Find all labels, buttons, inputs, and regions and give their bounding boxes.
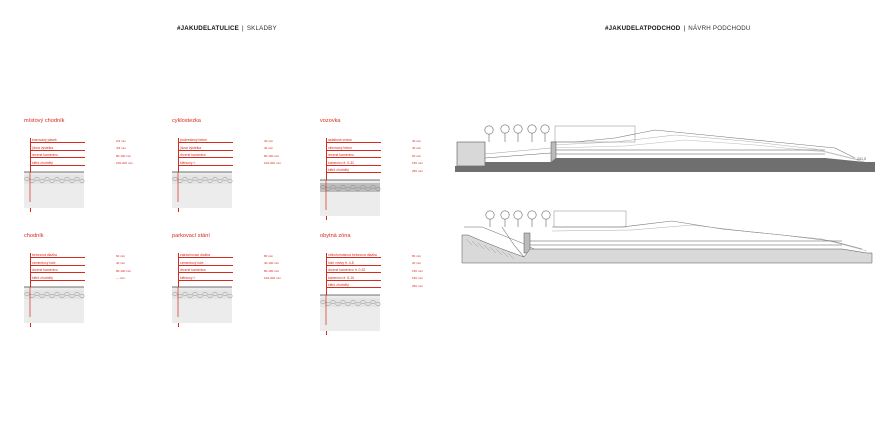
layer-thickness: 100-200 mm	[264, 161, 281, 166]
layer-leader	[178, 272, 230, 273]
layer-label: tvarovaný pásek	[32, 138, 57, 142]
trees-top	[485, 125, 549, 142]
layer-thickness: 40 mm	[264, 146, 274, 151]
layer-thickness: 60 mm	[116, 253, 126, 258]
dimension-leader	[378, 272, 381, 273]
layer-thickness: 60 mm	[412, 153, 422, 158]
layer-panel	[172, 118, 292, 228]
layer-leader	[30, 142, 82, 143]
layer-thickness: 40 mm	[116, 261, 126, 266]
soil-section-illustration	[24, 172, 84, 212]
dimension-leader	[378, 157, 381, 158]
layer-label: drcené kamenivo fr. 0-32	[328, 268, 366, 273]
layer-leader	[178, 150, 230, 151]
layer-label: kamenivo fr. 0-32	[328, 160, 355, 165]
layer-label: vibrovaný beton	[328, 145, 352, 150]
dimension-leader	[378, 265, 381, 266]
right-header-subtitle: NÁVRH PODCHODU	[688, 25, 751, 32]
right-header-separator: |	[683, 25, 686, 32]
layer-label: zatravňovací dlažba	[180, 253, 211, 257]
layer-panel	[172, 233, 292, 343]
layer-thickness: 4/3 mm	[116, 146, 127, 151]
trees-bottom	[486, 211, 550, 227]
dimension-leader	[230, 165, 233, 166]
layer-leader	[326, 142, 378, 143]
layer-thickness: 40 mm	[264, 138, 274, 143]
dimension-leader	[82, 280, 85, 281]
dimension-leader	[82, 157, 85, 158]
layer-thickness: 80 mm	[412, 253, 422, 258]
layer-label: drcené kamenivo	[328, 153, 354, 158]
dimension-leader	[378, 172, 381, 173]
dimension-leader	[230, 150, 233, 151]
left-header-separator: |	[242, 25, 244, 32]
layer-leader	[326, 265, 378, 266]
panel-title: chodník	[24, 233, 44, 239]
dimension-leader	[230, 142, 233, 143]
layer-leader	[326, 287, 378, 288]
layer-label: lože vrstvy fr. 4-8	[328, 260, 354, 265]
layer-panel	[24, 233, 144, 343]
dimension-leader	[378, 280, 381, 281]
layer-leader	[326, 150, 378, 151]
layer-label: cementový lože	[180, 260, 204, 265]
layer-label: štěrk zhutnělý	[32, 275, 53, 280]
layer-panel	[24, 118, 144, 228]
section-drawing-top	[455, 118, 875, 190]
layer-thickness: 80-100 mm	[116, 153, 132, 158]
soil-section-illustration	[172, 287, 232, 327]
dimension-leader	[230, 257, 233, 258]
layer-leader	[30, 257, 82, 258]
layer-leader	[326, 280, 378, 281]
layer-thickness: 150 mm	[412, 268, 423, 273]
right-header-tag: #JAKUDELATPODCHOD	[605, 25, 681, 32]
layer-thickness: 150 mm	[412, 161, 423, 166]
panel-title: parkovací stání	[172, 233, 210, 239]
layer-leader	[178, 265, 230, 266]
dimension-leader	[378, 287, 381, 288]
dimension-leader	[82, 142, 85, 143]
layer-thickness: 80-100 mm	[264, 268, 280, 273]
layer-leader	[30, 157, 82, 158]
layer-thickness: 150 mm	[412, 276, 423, 281]
layer-label: drcené kamenivo	[32, 153, 58, 158]
layer-thickness: 40 mm	[412, 138, 422, 143]
layer-leader	[178, 157, 230, 158]
layer-thickness: 40 mm	[412, 146, 422, 151]
layer-label: kamenivo fr. 8-16	[328, 275, 355, 280]
dimension-leader	[230, 272, 233, 273]
layer-panel	[320, 233, 440, 343]
dimension-leader	[82, 165, 85, 166]
layer-label: asfaltová vrstva	[328, 138, 352, 142]
layer-leader	[178, 142, 230, 143]
dimension-leader	[230, 280, 233, 281]
layer-leader	[326, 172, 378, 173]
layer-thickness: 100-200 mm	[264, 276, 281, 281]
layer-label: štěrk zhutnělý	[32, 160, 53, 165]
layer-panel	[320, 118, 440, 228]
dimension-leader	[378, 150, 381, 151]
layer-label: drcené kamenivo	[180, 268, 206, 273]
layer-leader	[326, 157, 378, 158]
layer-leader	[326, 272, 378, 273]
layer-leader	[30, 272, 82, 273]
dimension-leader	[82, 150, 85, 151]
layer-thickness: 250 mm	[412, 283, 423, 288]
layer-label: štěrk zhutnělý	[328, 168, 349, 173]
layer-label: drcené kamenivo	[32, 268, 58, 273]
layer-thickness: 80 mm	[264, 253, 274, 258]
layer-label: betonová dlažba	[32, 253, 57, 257]
layer-leader	[178, 165, 230, 166]
dimension-leader	[230, 157, 233, 158]
panel-title: vozovka	[320, 118, 341, 124]
layer-leader	[326, 257, 378, 258]
left-header-tag: #JAKUDELATULICE	[177, 25, 240, 32]
soil-section-illustration	[320, 180, 380, 220]
dimension-leader	[230, 265, 233, 266]
left-header	[177, 25, 277, 32]
layer-leader	[326, 165, 378, 166]
layer-leader	[30, 265, 82, 266]
dimension-leader	[378, 142, 381, 143]
soil-section-illustration	[172, 172, 232, 212]
layer-thickness: — mm	[116, 276, 125, 281]
layer-thickness: 250 mm	[412, 168, 423, 173]
layer-leader	[178, 280, 230, 281]
panel-title: místový chodník	[24, 118, 65, 124]
dimension-leader	[378, 257, 381, 258]
dimension-leader	[82, 272, 85, 273]
dimension-leader	[378, 165, 381, 166]
layer-label: jílová výstelka	[32, 145, 54, 150]
layer-label: štěrkový ř.	[180, 160, 196, 165]
layer-leader	[30, 150, 82, 151]
right-header	[605, 25, 751, 32]
layer-leader	[30, 165, 82, 166]
layer-thickness: 80-100 mm	[264, 153, 280, 158]
layer-label: velkoformátová betonová dlažba	[328, 253, 377, 257]
layer-label: drcené kamenivo	[180, 153, 206, 158]
soil-section-illustration	[24, 287, 84, 327]
layer-label: štěrk zhutnělý	[328, 283, 349, 288]
layer-leader	[30, 280, 82, 281]
dimension-leader	[82, 257, 85, 258]
layer-thickness: 2/3 mm	[116, 138, 127, 143]
dimension-leader	[82, 265, 85, 266]
section-drawing-bottom	[462, 205, 872, 275]
layer-label: jílová výstelka	[180, 145, 202, 150]
soil-section-illustration	[320, 295, 380, 335]
layer-thickness: 100-200 mm	[116, 161, 133, 166]
left-header-subtitle: SKLADBY	[246, 25, 277, 32]
layer-label: cementový lože	[32, 260, 56, 265]
panel-title: obytná zóna	[320, 233, 351, 239]
layer-label: prokreslený beton	[180, 138, 207, 142]
layer-label: štěrkový ř.	[180, 275, 196, 280]
panel-title: cyklostezka	[172, 118, 201, 124]
section-level-label: 241,5	[857, 157, 866, 161]
layer-thickness: 40-100 mm	[264, 261, 280, 266]
layer-thickness: 30 mm	[412, 261, 422, 266]
layer-leader	[178, 257, 230, 258]
layer-thickness: 80-100 mm	[116, 268, 132, 273]
